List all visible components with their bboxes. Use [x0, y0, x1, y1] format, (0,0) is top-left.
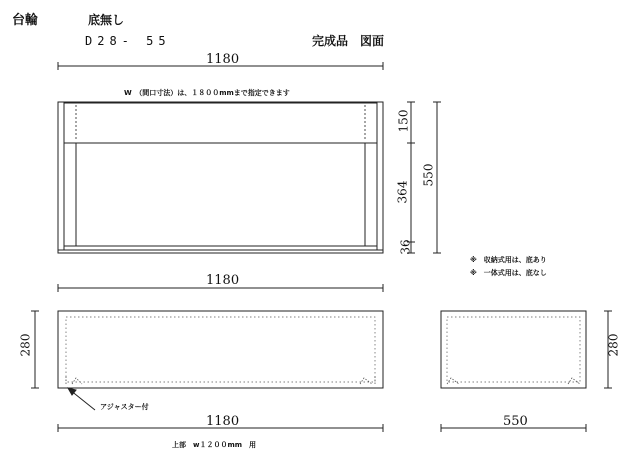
front-bottom-width-label: 1180 [206, 273, 240, 288]
height-total-label: 550 [421, 163, 436, 187]
type-label: 底無し [88, 13, 125, 27]
front-width-label: 1180 [206, 52, 240, 67]
height-top-label: 150 [396, 109, 411, 133]
height-middle-label: 364 [395, 180, 410, 204]
side-depth-label: 280 [606, 333, 621, 357]
category-label: 台輪 [12, 13, 39, 28]
height-bottom-label: 36 [398, 239, 413, 255]
note-storage: ※ 収納式用は、底あり [470, 256, 547, 264]
note-integrated: ※ 一体式用は、底なし [470, 269, 547, 277]
plan-depth-label: 280 [18, 333, 33, 357]
usage-note: 上部 w１２００mm 用 [172, 441, 257, 449]
adjuster-label: アジャスター付 [100, 403, 149, 411]
front-view-outline [58, 102, 383, 253]
model-number: D28- 55 [85, 34, 171, 48]
plan-view-outline [58, 311, 383, 388]
plan-width-label: 1180 [206, 414, 240, 429]
side-view-outline [441, 311, 586, 388]
width-note: W （間口寸法）は、１８００mmまで指定できます [124, 89, 290, 97]
drawing-type: 完成品 図面 [312, 34, 385, 48]
side-width-label: 550 [503, 414, 528, 429]
